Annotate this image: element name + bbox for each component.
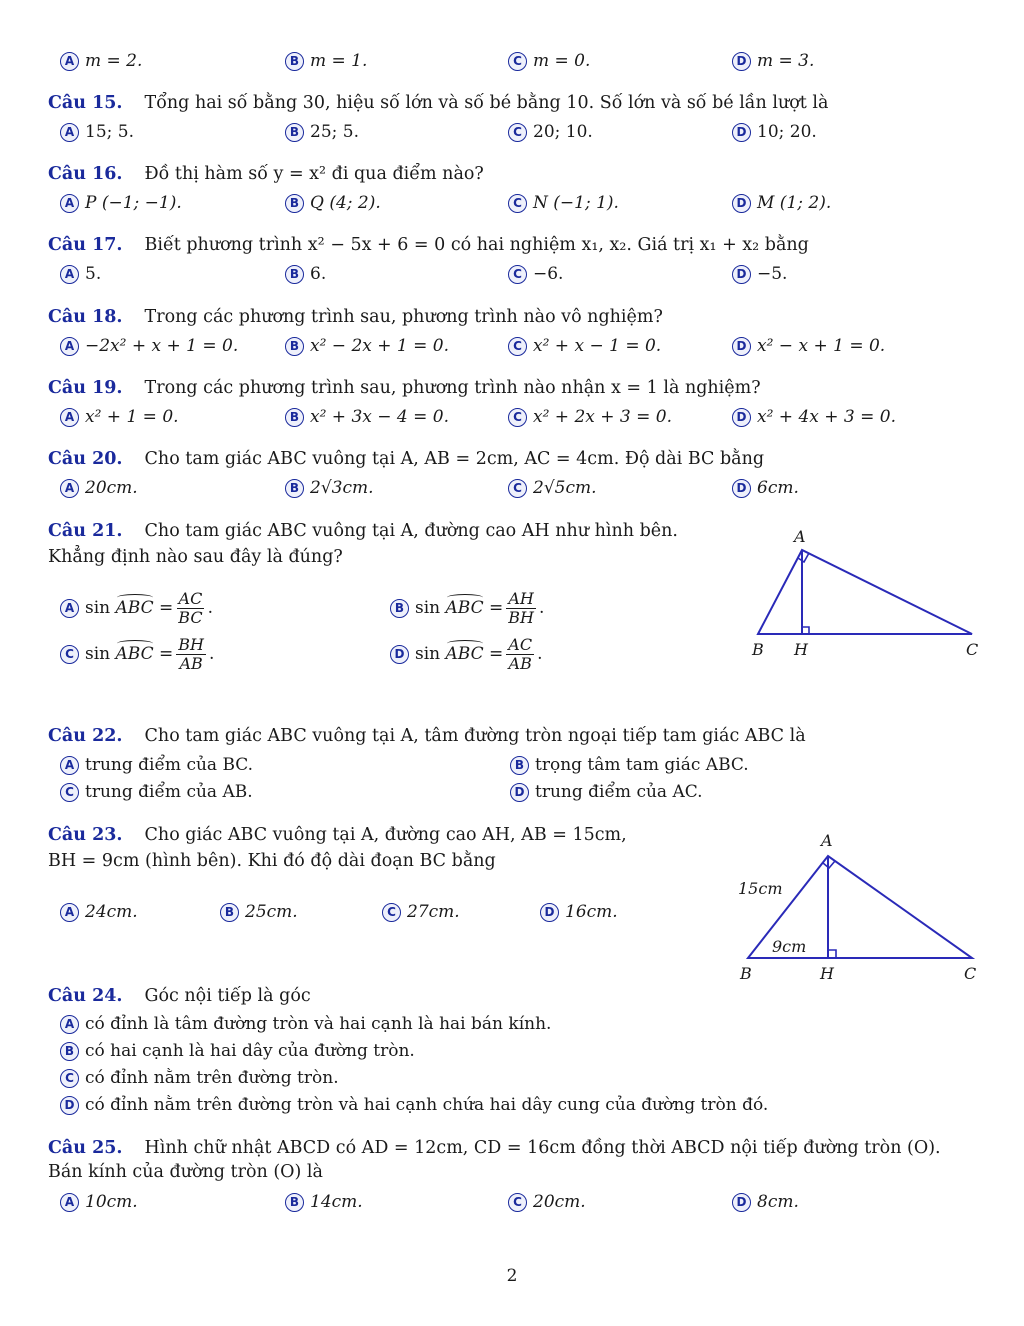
option-letter: D	[540, 903, 559, 922]
option-letter: D	[732, 408, 751, 427]
label-bh-length: 9cm	[772, 937, 807, 956]
label-h: H	[820, 964, 834, 983]
option-letter: D	[390, 645, 409, 664]
question-16	[48, 164, 484, 184]
option-letter: A	[60, 599, 79, 618]
q24-option-d[interactable]: D có đỉnh nằm trên đường tròn và hai cạnh chứa hai dây cung của đường tròn đó.	[60, 1095, 768, 1115]
q23-triangle-figure	[730, 826, 990, 991]
option-letter: D	[732, 123, 751, 142]
option-letter: A	[60, 479, 79, 498]
option-letter: A	[60, 337, 79, 356]
option-letter: D	[60, 1096, 79, 1115]
q16-option-c[interactable]: C N (−1; 1).	[508, 193, 619, 213]
q25-option-a[interactable]: A 10cm.	[60, 1192, 138, 1212]
option-letter: C	[508, 123, 527, 142]
q22-option-b[interactable]: B trọng tâm tam giác ABC.	[510, 755, 749, 775]
option-letter: A	[60, 123, 79, 142]
q14-option-d[interactable]: D m = 3.	[732, 51, 814, 71]
question-number: Câu 19.	[48, 378, 123, 398]
question-25-line2: Bán kính của đường tròn (O) là	[48, 1162, 323, 1182]
option-letter: D	[732, 1193, 751, 1212]
q22-option-d[interactable]: D trung điểm của AC.	[510, 782, 703, 802]
option-letter: C	[508, 1193, 527, 1212]
question-number: Câu 23.	[48, 825, 123, 845]
option-letter: D	[510, 783, 529, 802]
question-text: Cho tam giác ABC vuông tại A, AB = 2cm, AC = 4cm. Độ dài BC bằng	[144, 449, 765, 469]
q19-option-d[interactable]: D x² + 4x + 3 = 0.	[732, 407, 896, 427]
q22-option-c[interactable]: C trung điểm của AB.	[60, 782, 253, 802]
triangle-abc	[758, 550, 972, 634]
q19-option-b[interactable]: B x² + 3x − 4 = 0.	[285, 407, 449, 427]
question-number: Câu 25.	[48, 1138, 123, 1158]
option-letter: A	[60, 408, 79, 427]
q20-option-c[interactable]: C 2√5cm.	[508, 478, 597, 498]
q25-option-d[interactable]: D 8cm.	[732, 1192, 799, 1212]
option-letter: B	[285, 194, 304, 213]
fraction: $\frac{AC}{BC}$	[178, 589, 203, 627]
question-text: Biết phương trình x² − 5x + 6 = 0 có hai nghiệm x₁, x₂. Giá trị x₁ + x₂ bằng	[144, 235, 809, 255]
option-letter: A	[60, 1193, 79, 1212]
q14-option-a[interactable]: A m = 2.	[60, 51, 142, 71]
label-h: H	[794, 640, 808, 659]
question-number: Câu 18.	[48, 307, 123, 327]
option-letter: B	[285, 337, 304, 356]
option-letter: C	[60, 645, 79, 664]
question-number: Câu 22.	[48, 726, 123, 746]
option-letter: A	[60, 1015, 79, 1034]
question-text: Hình chữ nhật ABCD có AD = 12cm, CD = 16cm đồng thời ABCD nội tiếp đường tròn (O).	[144, 1138, 941, 1158]
option-letter: D	[732, 479, 751, 498]
question-24	[48, 986, 311, 1006]
q18-option-c[interactable]: C x² + x − 1 = 0.	[508, 336, 661, 356]
q19-option-a[interactable]: A x² + 1 = 0.	[60, 407, 179, 427]
right-angle-mark-h	[802, 627, 809, 634]
q24-option-b[interactable]: B có hai cạnh là hai dây của đường tròn.	[60, 1041, 415, 1061]
q15-option-c[interactable]: C 20; 10.	[508, 122, 593, 142]
option-letter: B	[285, 52, 304, 71]
option-letter: B	[390, 599, 409, 618]
option-letter: A	[60, 194, 79, 213]
option-letter: D	[732, 265, 751, 284]
option-letter: B	[285, 479, 304, 498]
label-a: A	[821, 831, 833, 850]
q21-option-c[interactable]: C sin ABC = $\frac{BH}{AB}$ .	[60, 636, 214, 672]
option-letter: C	[508, 408, 527, 427]
label-c: C	[964, 964, 977, 983]
label-a: A	[794, 527, 806, 546]
question-18	[48, 307, 663, 327]
option-letter: D	[732, 337, 751, 356]
fraction: $\frac{BH}{AB}$	[178, 635, 204, 673]
q15-option-a[interactable]: A 15; 5.	[60, 122, 134, 142]
option-letter: A	[60, 903, 79, 922]
question-text: Tổng hai số bằng 30, hiệu số lớn và số bé bằng 10. Số lớn và số bé lần lượt là	[144, 93, 829, 113]
question-20	[48, 449, 764, 469]
q20-option-d[interactable]: D 6cm.	[732, 478, 799, 498]
angle-hat: ABC	[445, 598, 484, 619]
q24-option-c[interactable]: C có đỉnh nằm trên đường tròn.	[60, 1068, 339, 1088]
q17-option-a[interactable]: A 5.	[60, 264, 101, 284]
q21-option-d[interactable]: D sin ABC = $\frac{AC}{AB}$ .	[390, 636, 542, 672]
question-number: Câu 16.	[48, 164, 123, 184]
fraction: $\frac{AC}{AB}$	[508, 635, 533, 673]
q19-option-c[interactable]: C x² + 2x + 3 = 0.	[508, 407, 672, 427]
option-letter: C	[508, 337, 527, 356]
angle-hat: ABC	[445, 644, 484, 665]
question-number: Câu 17.	[48, 235, 123, 255]
question-21	[48, 521, 678, 541]
option-letter: A	[60, 756, 79, 775]
option-letter: B	[285, 265, 304, 284]
option-letter: C	[508, 265, 527, 284]
label-ab-length: 15cm	[738, 879, 783, 898]
q25-option-c[interactable]: C 20cm.	[508, 1192, 586, 1212]
q20-option-a[interactable]: A 20cm.	[60, 478, 138, 498]
option-letter: C	[60, 783, 79, 802]
question-21-line2: Khẳng định nào sau đây là đúng?	[48, 547, 343, 567]
q23-option-b[interactable]: B 25cm.	[220, 902, 298, 922]
q16-option-d[interactable]: D M (1; 2).	[732, 193, 831, 213]
question-text: Trong các phương trình sau, phương trình nào vô nghiệm?	[144, 307, 663, 327]
q21-option-a[interactable]: A sin ABC = $\frac{AC}{BC}$ .	[60, 590, 213, 626]
question-text: Trong các phương trình sau, phương trình nào nhận x = 1 là nghiệm?	[144, 378, 761, 398]
option-letter: B	[285, 1193, 304, 1212]
question-text: Đồ thị hàm số y = x² đi qua điểm nào?	[144, 164, 484, 184]
option-letter: C	[508, 479, 527, 498]
question-number: Câu 24.	[48, 986, 123, 1006]
option-letter: D	[732, 52, 751, 71]
question-19	[48, 378, 761, 398]
question-text: Cho tam giác ABC vuông tại A, tâm đường tròn ngoại tiếp tam giác ABC là	[144, 726, 806, 746]
q25-option-b[interactable]: B 14cm.	[285, 1192, 363, 1212]
q21-triangle-figure	[740, 520, 990, 670]
option-letter: B	[60, 1042, 79, 1061]
q18-option-d[interactable]: D x² − x + 1 = 0.	[732, 336, 885, 356]
q20-option-b[interactable]: B 2√3cm.	[285, 478, 374, 498]
angle-hat: ABC	[115, 644, 154, 665]
q23-option-a[interactable]: A 24cm.	[60, 902, 138, 922]
option-letter: B	[510, 756, 529, 775]
option-letter: B	[285, 123, 304, 142]
q23-option-d[interactable]: D 16cm.	[540, 902, 618, 922]
question-23-line2: BH = 9cm (hình bên). Khi đó độ dài đoạn BC bằng	[48, 851, 496, 871]
question-15	[48, 93, 828, 113]
option-letter: C	[60, 1069, 79, 1088]
option-letter: D	[732, 194, 751, 213]
q16-option-a[interactable]: A P (−1; −1).	[60, 193, 182, 213]
question-23	[48, 825, 627, 845]
q15-option-b[interactable]: B 25; 5.	[285, 122, 359, 142]
q17-option-b[interactable]: B 6.	[285, 264, 326, 284]
q16-option-b[interactable]: B Q (4; 2).	[285, 193, 381, 213]
q18-option-b[interactable]: B x² − 2x + 1 = 0.	[285, 336, 449, 356]
q18-option-a[interactable]: A −2x² + x + 1 = 0.	[60, 336, 238, 356]
question-number: Câu 21.	[48, 521, 123, 541]
q21-option-b[interactable]: B sin ABC = $\frac{AH}{BH}$ .	[390, 590, 544, 626]
option-letter: C	[508, 194, 527, 213]
page-number: 2	[506, 1266, 518, 1286]
question-number: Câu 20.	[48, 449, 123, 469]
option-letter: B	[285, 408, 304, 427]
q17-option-d[interactable]: D −5.	[732, 264, 787, 284]
q23-option-c[interactable]: C 27cm.	[382, 902, 460, 922]
option-letter: A	[60, 265, 79, 284]
question-text: Cho tam giác ABC vuông tại A, đường cao AH như hình bên.	[144, 521, 678, 541]
q24-option-a[interactable]: A có đỉnh là tâm đường tròn và hai cạnh là hai bán kính.	[60, 1014, 551, 1034]
fraction: $\frac{AH}{BH}$	[508, 589, 534, 627]
question-text: Cho giác ABC vuông tại A, đường cao AH, AB = 15cm,	[144, 825, 627, 845]
q17-option-c[interactable]: C −6.	[508, 264, 563, 284]
question-17	[48, 235, 809, 255]
label-b: B	[752, 640, 764, 659]
question-number: Câu 15.	[48, 93, 123, 113]
option-letter: C	[508, 52, 527, 71]
angle-hat: ABC	[115, 598, 154, 619]
option-letter: B	[220, 903, 239, 922]
label-c: C	[966, 640, 979, 659]
right-angle-mark-h	[828, 950, 836, 958]
q14-option-c[interactable]: C m = 0.	[508, 51, 590, 71]
label-b: B	[740, 964, 752, 983]
question-22	[48, 726, 806, 746]
q15-option-d[interactable]: D 10; 20.	[732, 122, 817, 142]
q22-option-a[interactable]: A trung điểm của BC.	[60, 755, 253, 775]
question-text: Góc nội tiếp là góc	[144, 986, 311, 1006]
option-letter: A	[60, 52, 79, 71]
option-letter: C	[382, 903, 401, 922]
q14-option-b[interactable]: B m = 1.	[285, 51, 367, 71]
question-25	[48, 1138, 941, 1158]
